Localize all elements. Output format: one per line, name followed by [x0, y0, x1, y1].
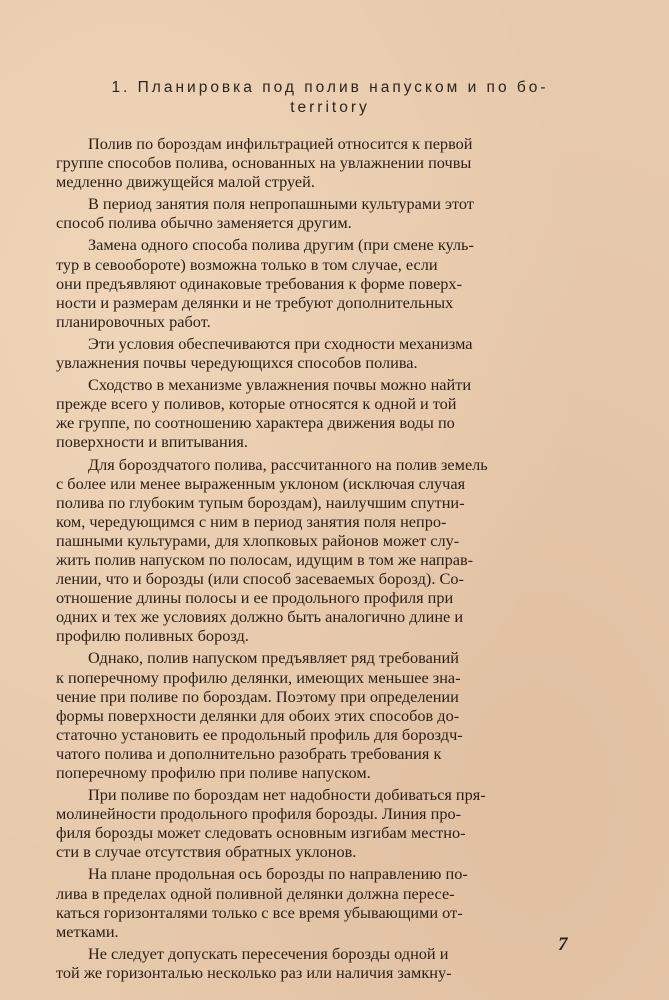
text-line: Не следует допускать пересечения борозды одной и: [88, 943, 449, 963]
text-line: формы поверхности делянки для обоих этих способов до-: [56, 705, 460, 725]
text-line: группе способов полива, основанных на увлажнении почвы: [56, 153, 472, 173]
text-line: жить полив напуском по полосам, идущим в том же направ-: [56, 549, 474, 569]
paragraph: [56, 134, 584, 191]
section-heading-line-1: 1. Планировка под полив напуском и по бо-: [111, 79, 549, 96]
paragraph: [56, 194, 584, 232]
paragraph: [56, 375, 584, 451]
text-line: Однако, полив напуском предъявляет ряд требований: [88, 648, 459, 668]
text-line: они предъявляют одинаковые требования к форме поверх-: [56, 273, 462, 293]
page-number: 7: [558, 934, 568, 955]
paragraph: [56, 785, 584, 861]
text-line: Полив по бороздам инфильтрацией относится к первой: [88, 134, 473, 153]
text-line: же группе, по соотношению характера движения воды по: [56, 413, 455, 433]
text-line: каться горизонталями только с все время убывающими от-: [56, 902, 463, 922]
text-line: отношение длины полосы и ее продольного профиля при: [56, 588, 454, 608]
text-line: способ полива обычно заменяется другим.: [56, 213, 352, 233]
section-heading-line-2: territory: [290, 99, 370, 116]
paragraph: [56, 944, 584, 982]
text-line: профилю поливных борозд.: [56, 626, 249, 646]
text-line: той же горизонталью несколько раз или наличия замкну-: [56, 962, 452, 982]
text-line: филя борозды может следовать основным изгибам местно-: [56, 823, 466, 843]
text-line: чатого полива и дополнительно разобрать требования к: [56, 743, 442, 763]
text-line: ком, чередующимся с ним в период занятия поля непро-: [56, 511, 447, 531]
paragraph: [56, 455, 584, 646]
paragraph: [56, 235, 584, 330]
text-line: ности и размерам делянки и не требуют дополнительных: [56, 292, 454, 312]
text-line: медленно движущейся малой струей.: [56, 172, 315, 192]
text-line: При поливе по бороздам нет надобности добиваться пря-: [88, 785, 486, 805]
text-line: полива по глубоким тупым бороздам), наилучшим спутни-: [56, 492, 465, 512]
paragraph: [56, 648, 584, 782]
text-line: Эти условия обеспечиваются при сходности механизма: [88, 333, 473, 353]
section-heading: [60, 78, 600, 118]
text-line: Для бороздчатого полива, рассчитанного на полив земель: [88, 454, 488, 474]
text-line: тур в севообороте) возможна только в том случае, если: [56, 254, 438, 274]
text-line: В период занятия поля непропашными культурами этот: [88, 194, 474, 214]
text-line: к поперечному профилю делянки, имеющих меньшее зна-: [56, 667, 461, 687]
text-line: пашными культурами, для хлопковых районов может слу-: [56, 530, 460, 550]
text-line: лении, что и борозды (или способ засеваемых борозд). Со-: [56, 569, 464, 589]
text-line: Сходство в механизме увлажнения почвы можно найти: [88, 375, 472, 395]
text-line: поверхности и впитывания.: [56, 432, 248, 452]
text-line: статочно установить ее продольный профиль для бороздч-: [56, 724, 463, 744]
text-line: лива в пределах одной поливной делянки должна пересе-: [56, 883, 455, 903]
text-line: планировочных работ.: [56, 311, 211, 331]
text-line: сти в случае отсутствия обратных уклонов.: [56, 842, 357, 862]
body-text: [56, 134, 584, 985]
text-line: прежде всего у поливов, которые относятся к одной и той: [56, 394, 457, 414]
text-line: поперечному профилю при поливе напуском.: [56, 763, 371, 782]
text-line: метками.: [56, 921, 119, 941]
text-line: с более или менее выраженным уклоном (исключая случая: [56, 473, 466, 493]
paragraph: [56, 334, 584, 372]
text-line: молинейности продольного профиля борозды. Линия про-: [56, 804, 462, 824]
text-line: чение при поливе по бороздам. Поэтому при определении: [56, 686, 459, 706]
paragraph: [56, 864, 584, 940]
text-line: На плане продольная ось борозды по направлению по-: [88, 864, 468, 884]
text-line: одних и тех же условиях должно быть аналогично длине и: [56, 607, 464, 627]
text-line: увлажнения почвы чередующихся способов полива.: [56, 353, 418, 373]
text-line: Замена одного способа полива другим (при смене куль-: [88, 235, 474, 255]
